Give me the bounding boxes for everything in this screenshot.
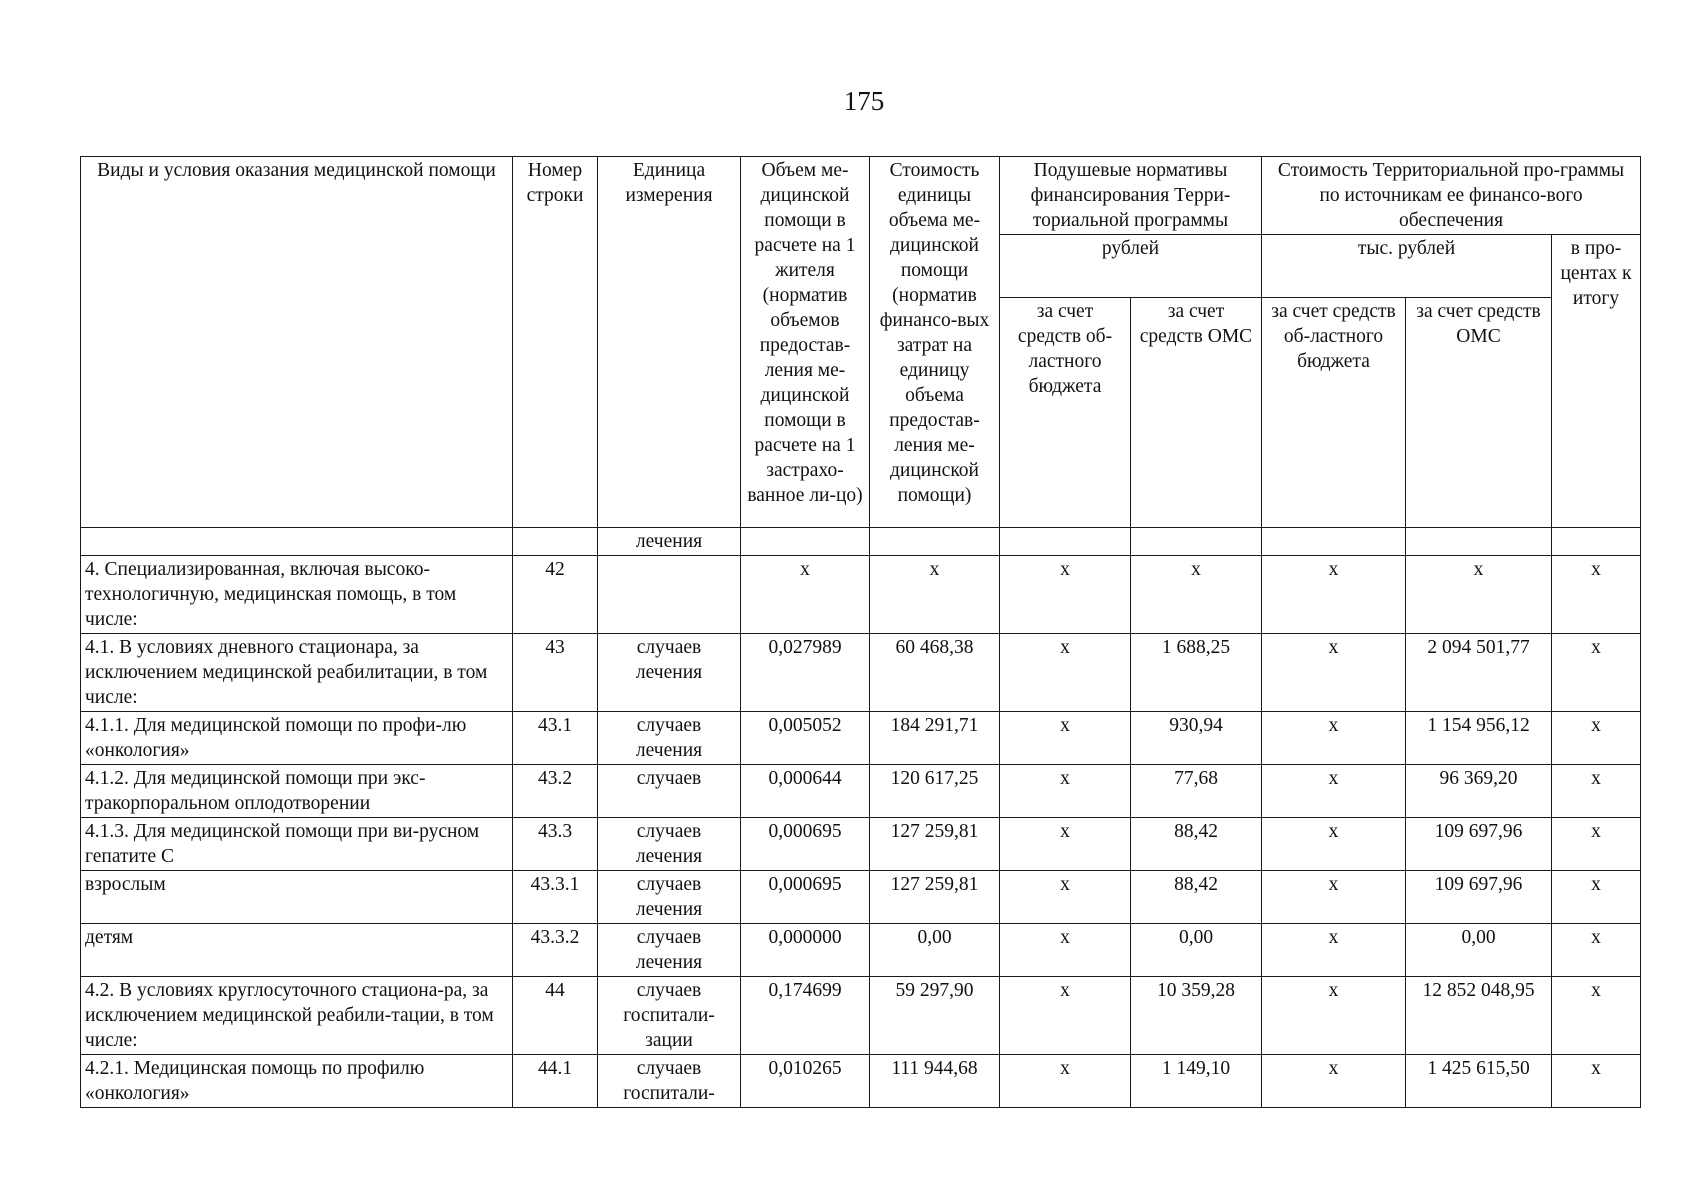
carryover-cell (1406, 528, 1552, 556)
row-name: 4.1. В условиях дневного стационара, за исключением медицинской реабилитации, в том числе: (81, 634, 513, 712)
row-pr-budget: х (1262, 1055, 1406, 1108)
row-unit (598, 556, 741, 634)
row-percent: х (1552, 765, 1641, 818)
row-pr-oms: 109 697,96 (1406, 818, 1552, 871)
row-percent: х (1552, 556, 1641, 634)
row-pr-budget: х (1262, 977, 1406, 1055)
row-cost: 184 291,71 (870, 712, 1000, 765)
row-name: 4.1.1. Для медицинской помощи по профи-лю «онкология» (81, 712, 513, 765)
header-row-number: Номер строки (513, 157, 598, 528)
row-pr-budget: х (1262, 818, 1406, 871)
row-pc-budget: х (1000, 871, 1131, 924)
carryover-cell (1552, 528, 1641, 556)
row-unit: случаев лечения (598, 818, 741, 871)
row-pc-budget: х (1000, 1055, 1131, 1108)
row-name: 4.1.2. Для медицинской помощи при экс-тракорпоральном оплодотворении (81, 765, 513, 818)
carryover-cell (1262, 528, 1406, 556)
table-row (81, 712, 1641, 765)
row-pr-oms: 1 425 615,50 (1406, 1055, 1552, 1108)
row-number: 43.2 (513, 765, 598, 818)
row-pc-budget: х (1000, 634, 1131, 712)
table-row (81, 1055, 1641, 1108)
row-number: 44.1 (513, 1055, 598, 1108)
row-pc-budget: х (1000, 765, 1131, 818)
row-pr-budget: х (1262, 765, 1406, 818)
row-cost: 0,00 (870, 924, 1000, 977)
row-volume: 0,174699 (741, 977, 870, 1055)
row-unit: случаев лечения (598, 924, 741, 977)
financing-table (80, 156, 1641, 1108)
row-name: взрослым (81, 871, 513, 924)
row-pc-oms: 0,00 (1131, 924, 1262, 977)
row-cost: 59 297,90 (870, 977, 1000, 1055)
row-unit: случаев госпитали- (598, 1055, 741, 1108)
header-unit-rubles: рублей (1000, 235, 1262, 298)
header-pr-oms: за счет средств ОМС (1406, 297, 1552, 527)
row-name: 4.2.1. Медицинская помощь по профилю «онкология» (81, 1055, 513, 1108)
carryover-cell (1000, 528, 1131, 556)
table-row (81, 765, 1641, 818)
table-row (81, 977, 1641, 1055)
row-volume: 0,000000 (741, 924, 870, 977)
row-cost: 60 468,38 (870, 634, 1000, 712)
row-pc-oms: 1 688,25 (1131, 634, 1262, 712)
header-volume: Объем ме-дицинской помощи в расчете на 1 жителя (норматив объемов предостав-ления ме-дицинской помощи в расчете на 1 застрахо-ванное ли-цо) (741, 157, 870, 528)
row-number: 42 (513, 556, 598, 634)
table-row (81, 556, 1641, 634)
row-cost: 120 617,25 (870, 765, 1000, 818)
row-number: 44 (513, 977, 598, 1055)
table-row (81, 818, 1641, 871)
row-unit: случаев лечения (598, 634, 741, 712)
header-unit: Единица измерения (598, 157, 741, 528)
row-volume: 0,027989 (741, 634, 870, 712)
row-name: 4.1.3. Для медицинской помощи при ви-русном гепатите С (81, 818, 513, 871)
header-pr-budget: за счет средств об-ластного бюджета (1262, 297, 1406, 527)
row-pc-budget: х (1000, 712, 1131, 765)
row-pr-oms: 0,00 (1406, 924, 1552, 977)
row-cost: 127 259,81 (870, 871, 1000, 924)
header-per-capita: Подушевые нормативы финансирования Терри-ториальной программы (1000, 157, 1262, 235)
row-unit: случаев лечения (598, 712, 741, 765)
table-row (81, 871, 1641, 924)
carryover-cell (870, 528, 1000, 556)
row-percent: х (1552, 818, 1641, 871)
row-volume: 0,000695 (741, 871, 870, 924)
header-unit-thousand-rubles: тыс. рублей (1262, 235, 1552, 298)
row-volume: 0,000695 (741, 818, 870, 871)
row-pr-oms: 96 369,20 (1406, 765, 1552, 818)
carryover-row (81, 528, 1641, 556)
row-percent: х (1552, 634, 1641, 712)
row-cost: х (870, 556, 1000, 634)
carryover-cell (741, 528, 870, 556)
header-program-cost: Стоимость Территориальной про-граммы по источникам ее финансо-вого обеспечения (1262, 157, 1641, 235)
row-number: 43.3.1 (513, 871, 598, 924)
row-number: 43.3.2 (513, 924, 598, 977)
row-volume: 0,005052 (741, 712, 870, 765)
row-percent: х (1552, 924, 1641, 977)
row-percent: х (1552, 871, 1641, 924)
header-row-1 (81, 157, 1641, 235)
row-pr-budget: х (1262, 634, 1406, 712)
row-percent: х (1552, 1055, 1641, 1108)
row-number: 43.3 (513, 818, 598, 871)
carryover-cell (81, 528, 513, 556)
header-percent: в про-центах к итогу (1552, 235, 1641, 528)
row-pc-budget: х (1000, 977, 1131, 1055)
row-volume: 0,010265 (741, 1055, 870, 1108)
row-pr-oms: 12 852 048,95 (1406, 977, 1552, 1055)
header-types: Виды и условия оказания медицинской помощи (81, 157, 513, 528)
carryover-unit: лечения (598, 528, 741, 556)
row-number: 43.1 (513, 712, 598, 765)
carryover-cell (1131, 528, 1262, 556)
page-number: 175 (843, 86, 885, 116)
header-pc-oms: за счет средств ОМС (1131, 297, 1262, 527)
row-name: детям (81, 924, 513, 977)
row-number: 43 (513, 634, 598, 712)
row-pc-oms: 88,42 (1131, 818, 1262, 871)
row-pc-budget: х (1000, 818, 1131, 871)
row-pr-budget: х (1262, 871, 1406, 924)
row-pc-oms: 1 149,10 (1131, 1055, 1262, 1108)
row-unit: случаев лечения (598, 871, 741, 924)
row-pc-oms: 77,68 (1131, 765, 1262, 818)
row-pr-budget: х (1262, 712, 1406, 765)
row-pc-budget: х (1000, 556, 1131, 634)
table-row (81, 924, 1641, 977)
row-volume: х (741, 556, 870, 634)
row-pc-budget: х (1000, 924, 1131, 977)
row-percent: х (1552, 977, 1641, 1055)
row-cost: 111 944,68 (870, 1055, 1000, 1108)
header-pc-budget: за счет средств об-ластного бюджета (1000, 297, 1131, 527)
row-name: 4. Специализированная, включая высоко-технологичную, медицинская помощь, в том числе: (81, 556, 513, 634)
row-unit: случаев госпитали-зации (598, 977, 741, 1055)
row-unit: случаев (598, 765, 741, 818)
row-pr-budget: х (1262, 924, 1406, 977)
row-pr-oms: 2 094 501,77 (1406, 634, 1552, 712)
row-volume: 0,000644 (741, 765, 870, 818)
table-row (81, 634, 1641, 712)
carryover-cell (513, 528, 598, 556)
row-pr-oms: 109 697,96 (1406, 871, 1552, 924)
row-pc-oms: 10 359,28 (1131, 977, 1262, 1055)
row-cost: 127 259,81 (870, 818, 1000, 871)
row-pc-oms: х (1131, 556, 1262, 634)
row-pc-oms: 88,42 (1131, 871, 1262, 924)
row-percent: х (1552, 712, 1641, 765)
row-name: 4.2. В условиях круглосуточного стациона-ра, за исключением медицинской реабили-тации, в том числе: (81, 977, 513, 1055)
header-cost: Стоимость единицы объема ме-дицинской помощи (норматив финансо-вых затрат на единицу объема предостав-ления ме-дицинской помощи) (870, 157, 1000, 528)
row-pr-oms: х (1406, 556, 1552, 634)
row-pc-oms: 930,94 (1131, 712, 1262, 765)
row-pr-budget: х (1262, 556, 1406, 634)
row-pr-oms: 1 154 956,12 (1406, 712, 1552, 765)
